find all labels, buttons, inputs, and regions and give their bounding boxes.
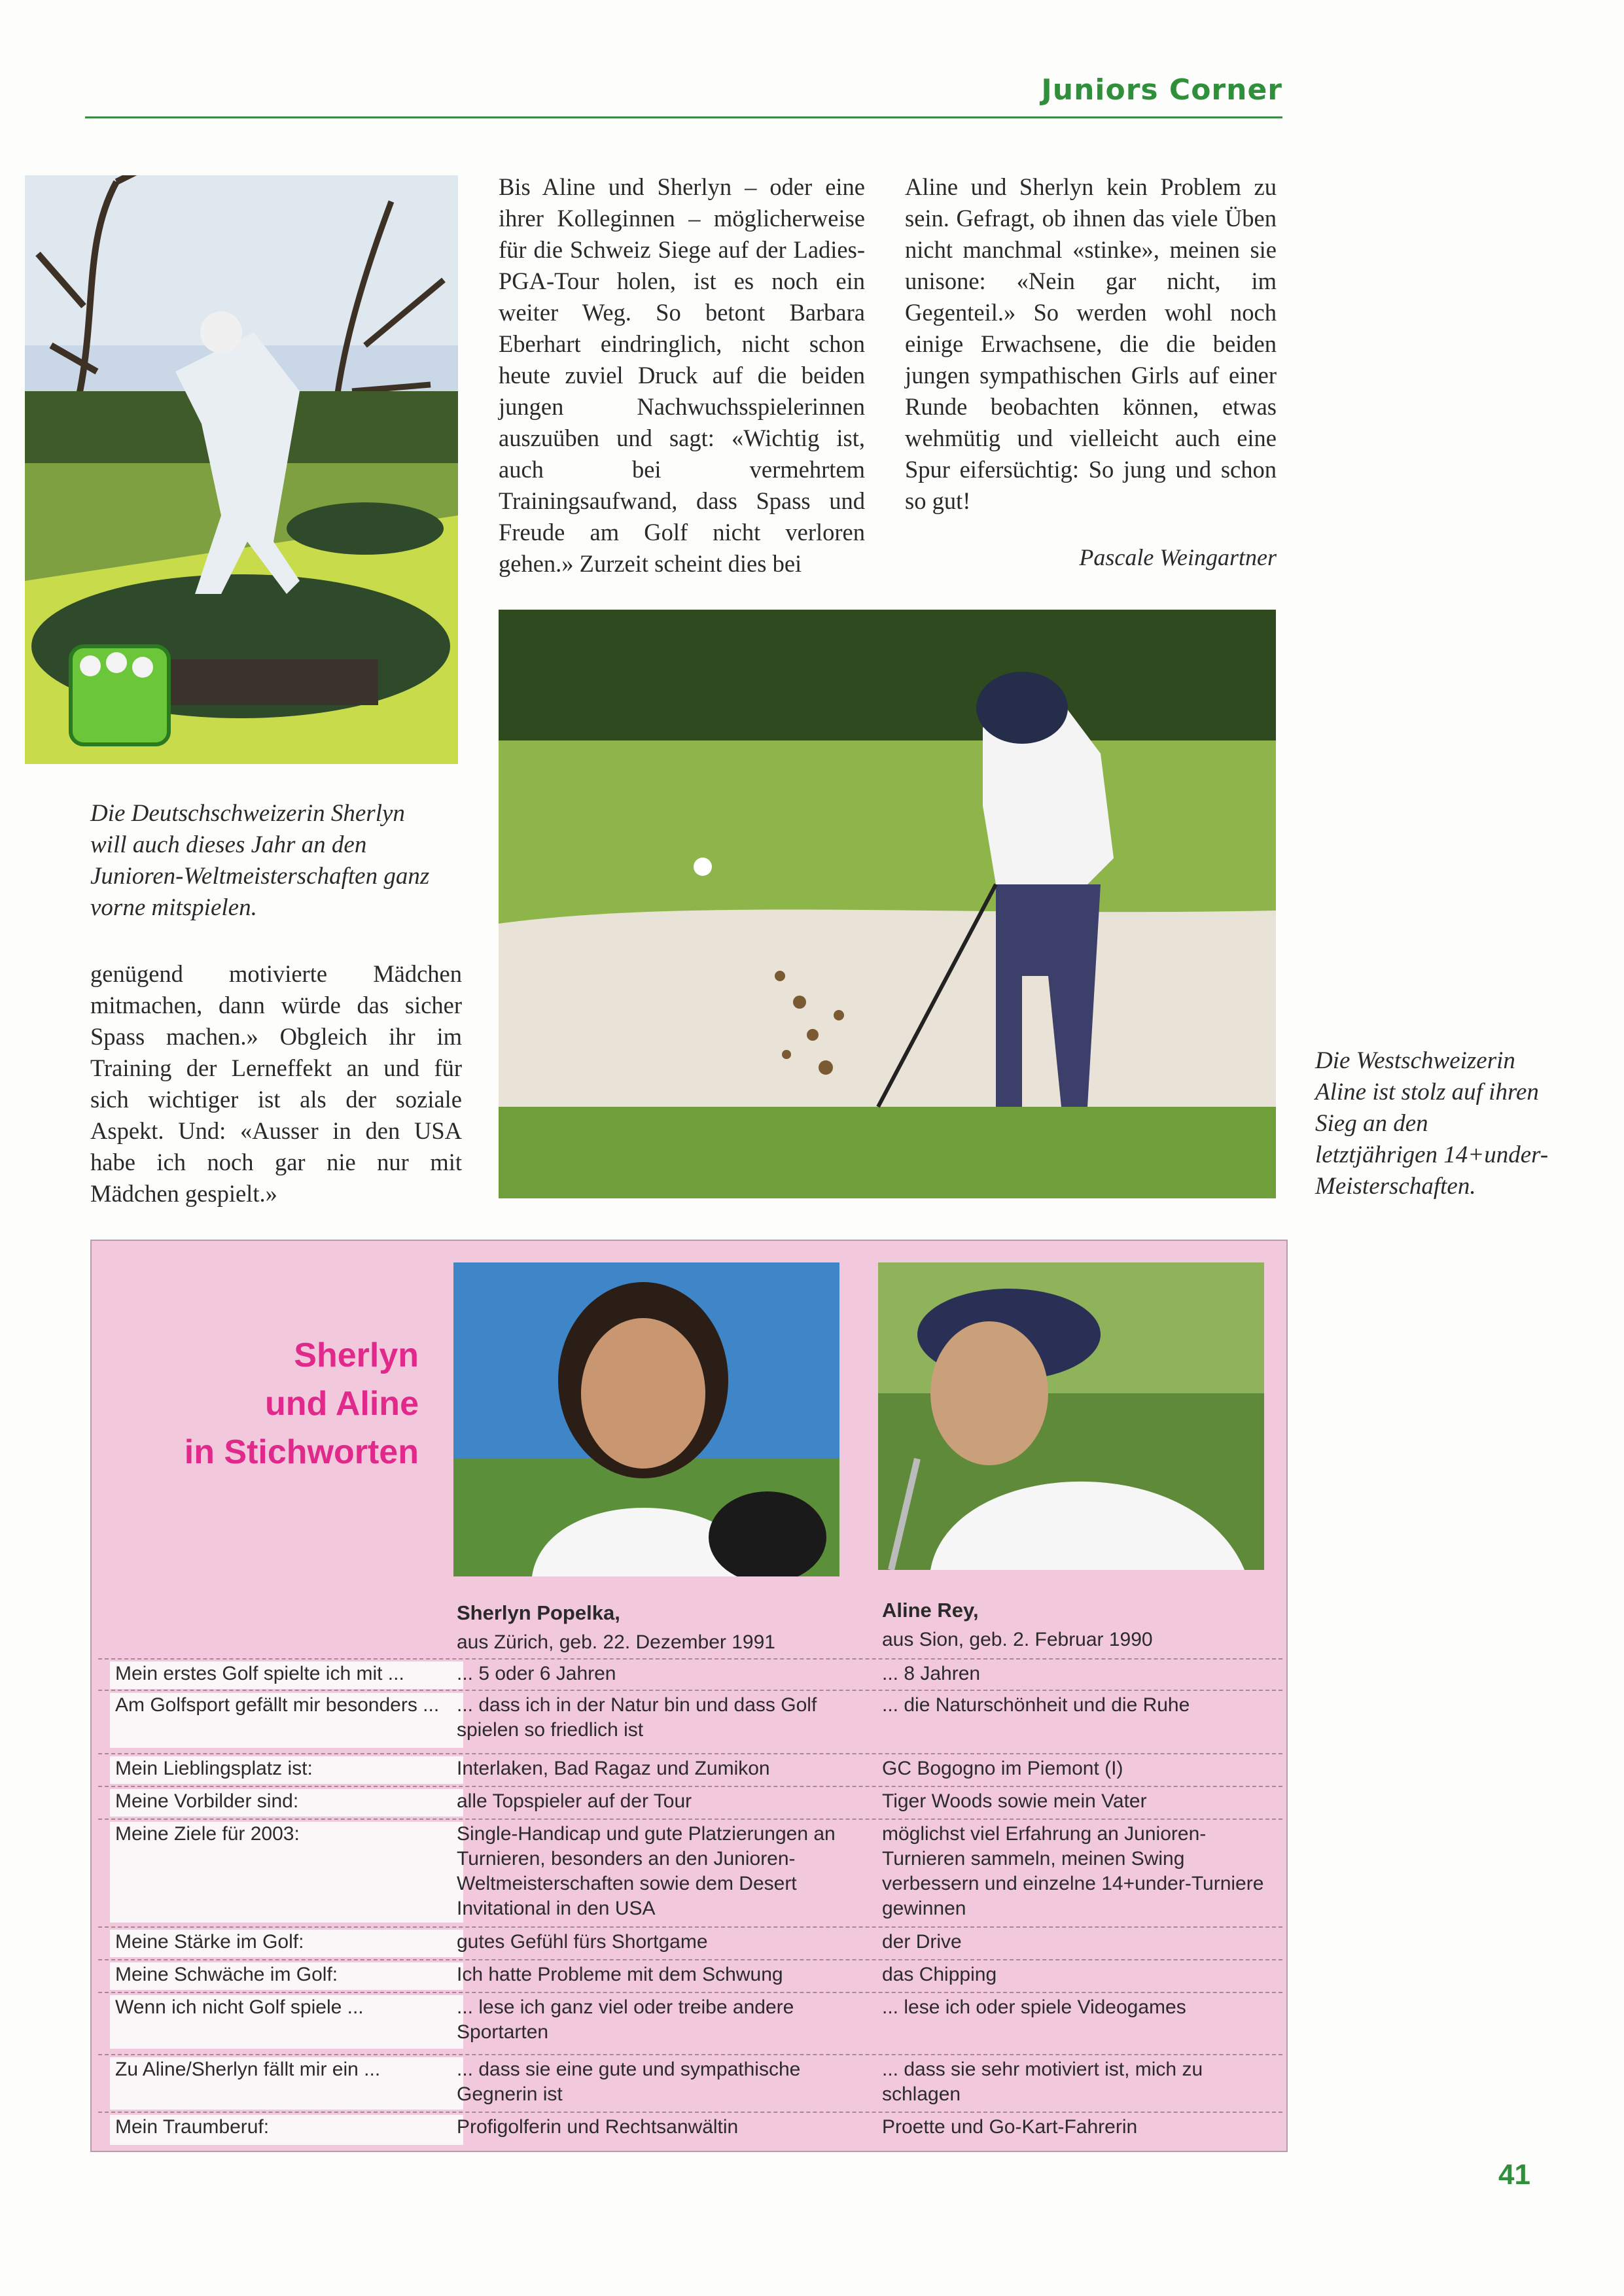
row-label: Meine Schwäche im Golf:: [110, 1962, 463, 1990]
article-text-column-left: [90, 958, 462, 1209]
portrait-aline: [878, 1262, 1264, 1570]
row-aline: der Drive: [882, 1931, 962, 1953]
row-sherlyn: alle Topspieler auf der Tour: [457, 1790, 692, 1812]
article-text-column-middle: [499, 171, 865, 580]
profile-name: Aline Rey,: [882, 1599, 979, 1622]
article-paragraph: Bis Aline und Sherlyn – oder eine ihrer Kolleginnen – möglicherweise für die Schweiz Siege auf der Ladies-PGA-Tour holen, ist es noch ein weiter Weg. So betont Barbara Eberhart eindringlich, nicht schon heute zuviel Druck auf die beiden jungen Nachwuchsspielerinnen auszuüben und sagt: «Wichtig ist, auch bei vermehrtem Trainingsaufwand, dass Spass und Freude am Golf nicht verloren gehen.» Zurzeit scheint dies bei: [499, 173, 865, 577]
table-row: [98, 1753, 1282, 1786]
table-row: [98, 1818, 1282, 1924]
profile-origin: aus Zürich, geb. 22. Dezember 1991: [457, 1631, 775, 1653]
row-aline: möglichst viel Erfahrung an Junioren-Turnieren sammeln, meinen Swing verbessern und einzelne 14+under-Turniere gewinnen: [882, 1823, 1264, 1919]
table-row: [98, 1926, 1282, 1959]
caption-sherlyn: Die Deutschschweizerin Sherlyn will auch dieses Jahr an den Junioren-Weltmeisterschaften ganz vorne mitspielen.: [90, 800, 430, 921]
profile-name: Sherlyn Popelka,: [457, 1601, 620, 1624]
photo-sherlyn-driving-range: [25, 175, 458, 764]
profile-sherlyn-heading: [457, 1601, 823, 1654]
table-row: [98, 1992, 1282, 2051]
row-sherlyn: ... lese ich ganz viel oder treibe andere Sportarten: [457, 1996, 794, 2043]
table-row: [98, 1959, 1282, 1992]
article-paragraph: genügend motivierte Mädchen mitmachen, dann würde das sicher Spass machen.» Obgleich ihr im Training der Lerneffekt an und für sich wichtiger ist als der soziale Aspekt. Und: «Ausser in den USA habe ich noch gar nie nur mit Mädchen gespielt.»: [90, 960, 462, 1207]
photo-aline-bunker-shot: [499, 610, 1276, 1198]
row-label: Meine Stärke im Golf:: [110, 1930, 463, 1957]
author-byline: Pascale Weingartner: [1079, 544, 1277, 570]
row-sherlyn: Profigolferin und Rechtsanwältin: [457, 2116, 739, 2138]
row-sherlyn: gutes Gefühl fürs Shortgame: [457, 1931, 708, 1953]
row-aline: ... die Naturschönheit und die Ruhe: [882, 1694, 1190, 1716]
heading-line: und Aline: [265, 1385, 419, 1423]
table-row: [98, 2054, 1282, 2112]
row-sherlyn: Single-Handicap und gute Platzierungen an Turnieren, besonders an den Junioren-Weltmeisterschaften sowie dem Desert Invitational in den USA: [457, 1823, 836, 1919]
row-aline: Tiger Woods sowie mein Vater: [882, 1790, 1147, 1812]
table-row: [98, 2112, 1282, 2147]
row-aline: GC Bogogno im Piemont (I): [882, 1758, 1123, 1779]
row-label: Wenn ich nicht Golf spiele ...: [110, 1995, 463, 2049]
row-aline: das Chipping: [882, 1964, 997, 1985]
profile-box-heading: [118, 1331, 419, 1476]
caption-aline: Die Westschweizerin Aline ist stolz auf ihren Sieg an den letztjährigen 14+under-Meisterschaften.: [1315, 1047, 1549, 1200]
table-row: [98, 1786, 1282, 1818]
row-label: Am Golfsport gefällt mir besonders ...: [110, 1693, 463, 1748]
header-rule: [85, 116, 1282, 118]
row-label: Mein Lieblingsplatz ist:: [110, 1756, 463, 1784]
row-sherlyn: Interlaken, Bad Ragaz und Zumikon: [457, 1758, 770, 1779]
section-title: Juniors Corner: [1041, 73, 1282, 107]
row-sherlyn: ... 5 oder 6 Jahren: [457, 1663, 616, 1684]
row-aline: ... 8 Jahren: [882, 1663, 981, 1684]
profile-aline-heading: [882, 1599, 1248, 1651]
heading-line: Sherlyn: [294, 1336, 419, 1374]
profile-origin: aus Sion, geb. 2. Februar 1990: [882, 1629, 1153, 1650]
row-sherlyn: ... dass ich in der Natur bin und dass Golf spielen so friedlich ist: [457, 1694, 817, 1741]
row-aline: Proette und Go-Kart-Fahrerin: [882, 2116, 1138, 2138]
row-label: Mein Traumberuf:: [110, 2115, 463, 2145]
row-label: Mein erstes Golf spielte ich mit ...: [110, 1661, 463, 1689]
row-aline: ... lese ich oder spiele Videogames: [882, 1996, 1186, 2018]
heading-line: in Stichworten: [184, 1433, 419, 1471]
article-text-column-right: [905, 171, 1277, 517]
page-number: 41: [1498, 2159, 1530, 2191]
row-aline: ... dass sie sehr motiviert ist, mich zu schlagen: [882, 2059, 1203, 2105]
table-row: [98, 1658, 1282, 1691]
row-label: Meine Ziele für 2003:: [110, 1822, 463, 1922]
row-label: Zu Aline/Sherlyn fällt mir ein ...: [110, 2057, 463, 2110]
portrait-sherlyn: [453, 1262, 839, 1576]
row-sherlyn: Ich hatte Probleme mit dem Schwung: [457, 1964, 783, 1985]
table-row: [98, 1690, 1282, 1750]
row-sherlyn: ... dass sie eine gute und sympathische Gegnerin ist: [457, 2059, 801, 2105]
article-paragraph: Aline und Sherlyn kein Problem zu sein. Gefragt, ob ihnen das viele Üben nicht manchmal «stinke», meinen sie unisone: «Nein gar nicht, im Gegenteil.» So werden wohl noch einige Erwachsene, die die beiden jungen sympathischen Girls auf einer Runde beobachten können, etwas wehmütig und vielleicht auch eine Spur eifersüchtig: So jung und schon so gut!: [905, 173, 1277, 514]
row-label: Meine Vorbilder sind:: [110, 1789, 463, 1817]
